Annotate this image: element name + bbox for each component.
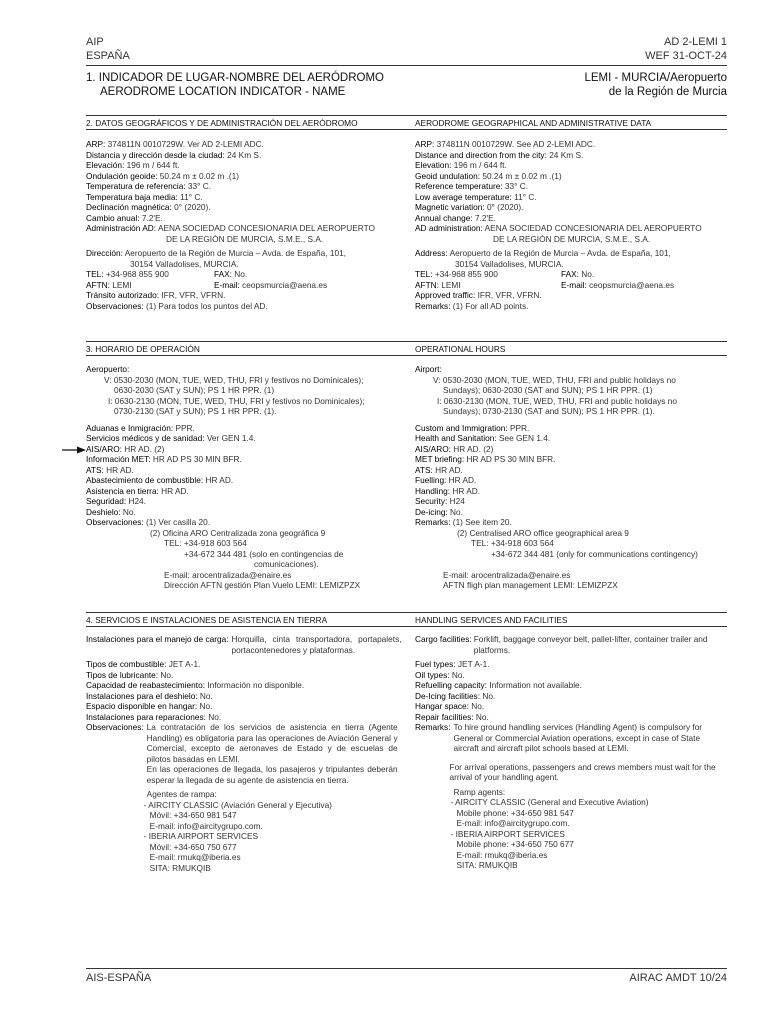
section-3-heading-en: OPERATIONAL HOURS (415, 344, 506, 354)
s2-en-row-1: Distance and direction from the city: 24 Km S. (415, 149, 584, 160)
s2-es-admin-2: DE LA REGIÓN DE MURCIA, S.M.E., S.A. (166, 233, 324, 244)
s3-en-ifr-1: I: 0630-2130 (MON, TUE, WED, THU, FRI and public holidays no (437, 395, 677, 406)
s3-en-obs-0: (2) Centralised ARO office geographical area 9 (457, 527, 629, 538)
s4-es-row-5: Instalaciones para reparaciones: No. (86, 711, 222, 722)
s4-en-row-4: Hangar space: No. (415, 701, 485, 711)
header-effective-date: WEF 31-OCT-24 (645, 50, 727, 62)
s3-en-obs-1: TEL: +34-918 603 564 (471, 538, 554, 548)
s4-es-row-4: Espacio disponible en hangar: No. (86, 701, 213, 711)
arrow-marker-icon (62, 445, 86, 455)
s3-en-vfr-2: Sundays); 0630-2030 (SAT and SUN); PS 1 HR PPR. (1) (443, 385, 653, 395)
s3-es-obs-5: Dirección AFTN gestión Plan Vuelo LEMI: LEMIZPZX (164, 580, 361, 590)
s3-en-vfr-1: V: 0530-2030 (MON, TUE, WED, THU, FRI and public holidays no (433, 374, 676, 385)
section-2-en (415, 139, 727, 311)
s3-es-row-5: Abastecimiento de combustible: HR AD. (86, 475, 234, 485)
s3-es-ifr-1: I: 0630-2130 (MON, TUE, WED, THU, FRI y festivos no Dominicales); (108, 395, 365, 406)
s2-en-row-8: AD administration: AENA SOCIEDAD CONCESIONARIA DEL AEROPUERTO (415, 223, 702, 233)
s2-es-row-2: Elevación: 196 m / 644 ft. (86, 160, 180, 170)
s3-es-row-3: Información MET: HR AD PS 30 MIN BFR. (86, 454, 242, 464)
s2-es-row-4: Temperatura de referencia: 33° C. (86, 181, 212, 191)
s4-en-row-2: Refuelling capacity: Information not available. (415, 680, 582, 690)
section-4-top-rule (86, 612, 727, 613)
s2-en-row-0: ARP: 374811N 0010729W. See AD 2-LEMI ADC. (415, 139, 596, 149)
s4-en-row-3: De-Icing facilities: No. (415, 690, 496, 701)
s2-en-address: Address: Aeropuerto de la Región de Murcia – Avda. de España, 101, (415, 248, 671, 258)
s3-es-row-4: ATS: HR AD. (86, 464, 134, 475)
s4-es-remarks-p1: La contratación de los servicios de asistencia en tierra (Agente Handling) es obligatoria para las operaciones de Aviación General y Comercial, excepto de aeronaves de Estado y de escuelas de pilotos basadas en LEMI. (146, 722, 398, 764)
s3-en-row-7: Security: H24 (415, 496, 465, 506)
header-rule (86, 65, 727, 66)
s3-es-row-6: Asistencia en tierra: HR AD. (86, 485, 189, 496)
s3-es-row-9: Observaciones: (1) Ver casilla 20. (86, 517, 211, 527)
s2-es-row-0: ARP: 374811N 0010729W. Ver AD 2-LEMI ADC. (86, 139, 264, 149)
s4-en-remarks-p1: To hire ground handling services (Handling Agent) is compulsory for General or Commercial Aviation operations, except in case of State aircraft and aircraft pilot schools based at LEMI. (453, 722, 703, 753)
s4-es-agent-6: E-mail: rmukq@iberia.es (149, 852, 241, 862)
s3-en-airport: Airport: (415, 364, 442, 374)
section-4-en (415, 634, 727, 871)
s4-en-agent-0: Ramp agents: (453, 786, 506, 797)
s3-es-row-2: AIS/ARO: HR AD. (2) (86, 443, 165, 454)
s3-en-ifr-2: Sundays); 0730-2130 (SAT and SUN); PS 1 HR PPR. (1). (443, 406, 655, 416)
s4-es-agent-4: - IBERIA AIRPORT SERVICES (143, 831, 259, 841)
s3-en-row-3: MET briefing: HR AD PS 30 MIN BFR. (415, 454, 556, 464)
s3-en-row-4: ATS: HR AD. (415, 464, 463, 475)
s4-en-agent-1: - AIRCITY CLASSIC (General and Executive Aviation) (450, 797, 649, 807)
s2-en-row-5: Low average temperature: 11° C. (415, 191, 537, 202)
s4-es-agent-7: SITA: RMUKQIB (149, 862, 211, 873)
s2-en-traffic: Approved traffic: IFR, VFR, VFRN. (415, 290, 542, 300)
s4-es-row-1: Tipos de lubricante: No. (86, 669, 174, 680)
s4-en-row-0: Fuel types: JET A-1. (415, 659, 490, 669)
s3-es-airport: Aeropuerto: (86, 364, 130, 374)
s3-es-row-8: Deshielo: No. (86, 506, 136, 517)
section-4-es (86, 634, 406, 873)
section-2-es (86, 139, 406, 311)
s3-en-row-5: Fuelling: HR AD. (415, 475, 477, 485)
s3-en-row-6: Handling: HR AD. (415, 485, 481, 496)
s2-es-remarks: Observaciones: (1) Para todos los puntos del AD. (86, 300, 268, 311)
section-2-top-rule (86, 115, 727, 116)
section-2-heading-rule (86, 129, 727, 130)
section-3-heading-rule (86, 355, 727, 356)
s2-es-row-5: Temperatura baja media: 11° C. (86, 191, 203, 202)
s3-es-ifr-2: 0730-2130 (SAT y SUN); PS 1 HR PPR. (1). (114, 406, 277, 416)
s4-en-agent-6: E-mail: rmukq@iberia.es (456, 849, 548, 860)
s4-en-agent-4: - IBERIA AIRPORT SERVICES (450, 828, 565, 839)
title-en: AERODROME LOCATION INDICATOR - NAME (100, 86, 346, 98)
s4-en-remarks-p2: For arrival operations, passengers and crews members must wait for the arrival of your handling agent. (449, 761, 716, 782)
s3-es-row-7: Seguridad: H24. (86, 496, 146, 506)
s2-es-address: Dirección: Aeropuerto de la Región de Murcia – Avda. de España, 101, (86, 248, 346, 258)
section-3-heading-es: 3. HORARIO DE OPERACIÓN (86, 344, 200, 354)
s2-es-traffic: Tránsito autorizado: IFR, VFR, VFRN. (86, 290, 226, 300)
s2-es-row-6: Declinación magnética: 0° (2020). (86, 202, 211, 212)
s3-es-vfr-1: V: 0530-2030 (MON, TUE, WED, THU, FRI y festivos no Dominicales); (104, 374, 364, 385)
s3-en-obs-2: +34-672 344 481 (only for communications contingency) (491, 548, 698, 559)
s2-es-address-2: 30154 Valladolises, MURCIA. (130, 258, 239, 269)
section-4-heading-rule (86, 626, 727, 627)
s3-en-obs-3: E-mail: arocentralizada@enaire.es (443, 569, 571, 580)
s4-es-cargo: Instalaciones para el manejo de carga: Horquilla, cinta transportadora, portapalets, portacontenedores y plataformas. (86, 634, 402, 655)
s4-en-agent-2: Mobile phone: +34-650 981 547 (456, 807, 574, 818)
s2-es-row-7: Cambio anual: 7.2'E. (86, 212, 163, 223)
section-3-es (86, 364, 406, 591)
s4-en-cargo: Cargo facilities: Forklift, baggage conveyor belt, pallet-lifter, container trailer and platforms. (415, 634, 708, 655)
s3-en-row-1: Health and Sanitation: See GEN 1.4. (415, 433, 551, 443)
header-page-ref: AD 2-LEMI 1 (664, 36, 727, 48)
title-location-2: de la Región de Murcia (608, 86, 727, 98)
title-location: LEMI - MURCIA/Aeropuerto (584, 72, 727, 84)
section-2-heading-en: AERODROME GEOGRAPHICAL AND ADMINISTRATIVE DATA (415, 118, 652, 128)
s4-es-agent-3: E-mail: info@aircitygrupo.com. (149, 820, 263, 831)
s4-es-agent-1: - AIRCITY CLASSIC (Aviación General y Ejecutiva) (143, 799, 332, 810)
s2-en-tel-row: TEL: +34-968 855 900 FAX: No. (415, 269, 595, 279)
s2-en-admin-2: DE LA REGIÓN DE MURCIA, S.M.E., S.A. (493, 233, 651, 244)
footer-amendment: AIRAC AMDT 10/24 (629, 972, 727, 984)
s3-es-row-0: Aduanas e Inmigración: PPR. (86, 422, 195, 433)
s2-en-row-3: Geoid undulation: 50.24 m ± 0.02 m .(1) (415, 170, 562, 181)
s3-es-obs-2: +34-672 344 481 (solo en contingencias de (184, 548, 344, 559)
s4-es-agent-5: Móvil: +34-650 750 677 (149, 841, 237, 852)
s4-es-agent-0: Agentes de rampa: (146, 789, 217, 799)
s2-es-aftn-row: AFTN: LEMI E-mail: ceopsmurcia@aena.es (86, 279, 328, 290)
s4-es-remarks-p2: En las operaciones de llegada, los pasajeros y tripulantes deberán esperar la llegada de su agente de asistencia en tierra. (146, 764, 398, 785)
s2-es-row-1: Distancia y dirección desde la ciudad: 24 Km S. (86, 149, 262, 160)
header-aip: AIP (86, 36, 104, 48)
s2-en-remarks: Remarks: (1) For all AD points. (415, 300, 529, 311)
footer-rule (86, 968, 727, 969)
s2-es-row-3: Ondulación geoide: 50.24 m ± 0.02 m .(1) (86, 170, 240, 181)
footer-publisher: AIS-ESPAÑA (86, 972, 152, 984)
s4-en-agent-3: E-mail: info@aircitygrupo.com. (456, 818, 570, 828)
s4-es-agent-2: Móvil: +34-650 981 547 (149, 810, 237, 820)
s4-es-row-2: Capacidad de reabastecimiento: Información no disponible. (86, 680, 305, 690)
s3-en-row-8: De-icing: No. (415, 506, 463, 517)
section-4-heading-es: 4. SERVICIOS E INSTALACIONES DE ASISTENCIA EN TIERRA (86, 615, 328, 625)
s4-en-agent-7: SITA: RMUKQIB (456, 860, 518, 870)
s2-en-address-2: 30154 Valladolises, MURCIA. (455, 258, 564, 269)
s4-en-agent-5: Mobile phone: +34-650 750 677 (456, 839, 574, 849)
s4-es-remarks: Observaciones: La contratación de los servicios de asistencia en tierra (Agente Handling) es obligatoria para las operaciones de Aviación General y Comercial, excepto de aeronaves de Estado y de escuelas de pilotos basadas en LEMI. En las operaciones de llegada, los pasajeros y tripulantes deberán esperar la llegada de su agente de asistencia en tierra. Agentes de rampa: - AIRCITY CLASSIC (Aviación General y Ejecutiva) Móvil: +34-650 981 547 E-mail: info@aircitygrupo.com. - IBERIA AIRPORT SERVICES Móvil: +34-650 750 677 E-mail: rmukq@iberia.es SITA: RMUKQIB (86, 722, 398, 873)
s3-es-vfr-2: 0630-2030 (SAT y SUN); PS 1 HR PPR. (1) (114, 385, 275, 395)
s3-en-obs-4: AFTN fligh plan management LEMI: LEMIZPZX (443, 580, 618, 590)
header-country: ESPAÑA (86, 50, 130, 62)
s2-es-tel-row: TEL: +34-968 855 900 FAX: No. (86, 269, 248, 279)
s2-en-row-6: Magnetic variation: 0° (2020). (415, 202, 524, 212)
s3-es-obs-4: E-mail: arocentralizada@enaire.es (164, 569, 292, 580)
title-es: 1. INDICADOR DE LUGAR-NOMBRE DEL AERÓDROMO (86, 72, 384, 84)
s2-en-aftn-row: AFTN: LEMI E-mail: ceopsmurcia@aena.es (415, 279, 675, 290)
s2-en-row-4: Reference temperature: 33° C. (415, 181, 529, 191)
s4-en-remarks: Remarks: To hire ground handling services (Handling Agent) is compulsory for General or Commercial Aviation operations, except in case of State aircraft and aircraft pilot schools based at LEMI. For arrival operations, passengers and crews members must wait for the arrival of your handling agent. Ramp agents: - AIRCITY CLASSIC (General and Executive Aviation) Mobile phone: +34-650 981 547 E-mail: info@aircitygrupo.com. - IBERIA AIRPORT SERVICES Mobile phone: +34-650 750 677 E-mail: rmukq@iberia.es SITA: RMUKQIB (415, 722, 727, 871)
s4-en-row-1: Oil types: No. (415, 669, 465, 680)
section-3-top-rule (86, 341, 727, 342)
s3-es-obs-3: comunicaciones). (254, 559, 319, 569)
s3-en-row-0: Custom and Immigration: PPR. (415, 422, 530, 433)
s3-en-row-9: Remarks: (1) See item 20. (415, 517, 512, 527)
s3-es-obs-1: TEL: +34-918 603 564 (164, 538, 247, 548)
s4-es-row-3: Instalaciones para el deshielo: No. (86, 690, 213, 701)
s2-es-row-8: Administración AD: AENA SOCIEDAD CONCESIONARIA DEL AEROPUERTO (86, 223, 375, 233)
section-2-heading-es: 2. DATOS GEOGRÁFICOS Y DE ADMINISTRACIÓN DEL AERÓDROMO (86, 118, 358, 128)
s3-en-row-2: AIS/ARO: HR AD. (2) (415, 443, 494, 454)
s3-es-row-1: Servicios médicos y de sanidad: Ver GEN 1.4. (86, 433, 256, 443)
s4-es-row-0: Tipos de combustible: JET A-1. (86, 659, 201, 669)
s2-en-row-7: Annual change: 7.2'E. (415, 212, 496, 223)
section-4-heading-en: HANDLING SERVICES AND FACILITIES (415, 615, 568, 625)
section-3-en (415, 364, 727, 591)
s2-en-row-2: Elevation: 196 m / 644 ft. (415, 160, 507, 170)
s4-en-row-5: Repair facilities: No. (415, 711, 489, 722)
s3-es-obs-0: (2) Oficina ARO Centralizada zona geográfica 9 (150, 527, 326, 538)
